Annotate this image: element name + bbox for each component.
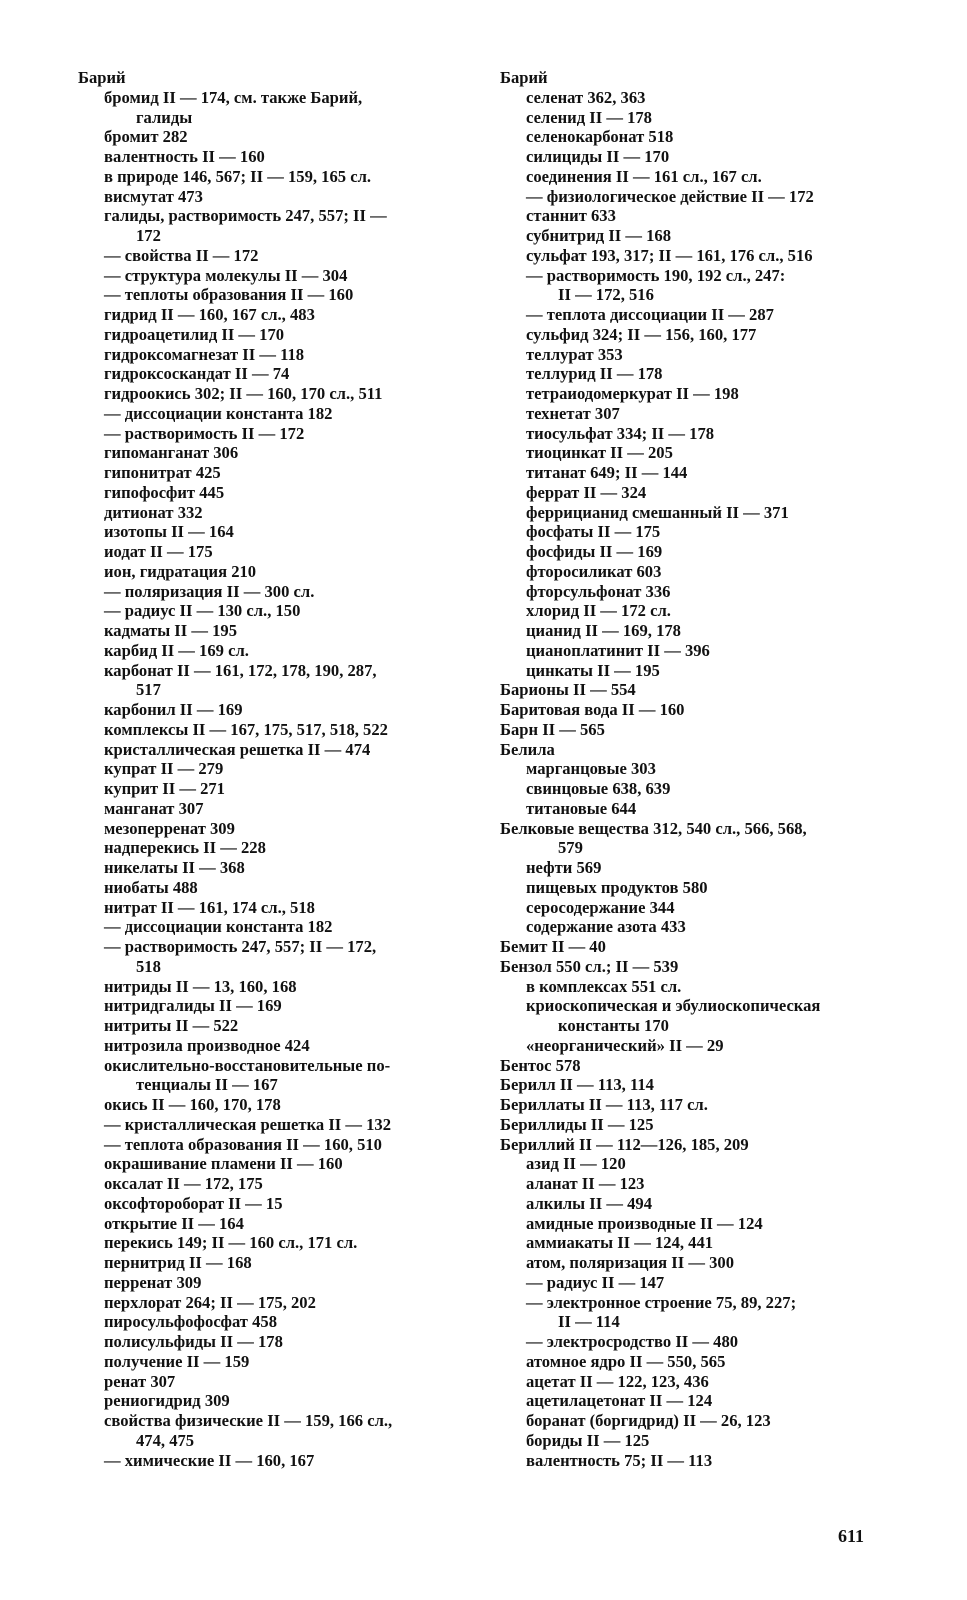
- index-entry: тиосульфат 334; II — 178: [526, 423, 715, 443]
- index-entry: надперекись II — 228: [104, 838, 266, 858]
- index-entry: — структура молекулы II — 304: [104, 265, 348, 285]
- index-entry: атомное ядро II — 550, 565: [526, 1351, 726, 1371]
- index-entry: криоскопическая и эбулиоскопическая: [526, 996, 821, 1016]
- index-entry: «неорганический» II — 29: [526, 1035, 724, 1055]
- index-entry: содержание азота 433: [526, 917, 686, 937]
- index-entry: никелаты II — 368: [104, 858, 245, 877]
- index-entry: 517: [136, 680, 161, 700]
- index-entry: марганцовые 303: [526, 759, 656, 779]
- index-entry: Берилл II — 113, 114: [500, 1075, 654, 1095]
- index-entry: перекись 149; II — 160 сл., 171 сл.: [104, 1233, 358, 1253]
- index-entry: амидные производные II — 124: [526, 1213, 763, 1233]
- index-entry: гидрид II — 160, 167 сл., 483: [104, 305, 315, 324]
- index-entry: сульфид 324; II — 156, 160, 177: [526, 324, 757, 344]
- index-entry: Барн II — 565: [500, 719, 605, 739]
- index-entry: нитридгалиды II — 169: [104, 996, 282, 1016]
- index-entry: комплексы II — 167, 175, 517, 518, 522: [104, 719, 388, 739]
- index-entry: Бензол 550 сл.; II — 539: [500, 956, 679, 976]
- index-column-right: [500, 68, 880, 1470]
- index-entry: свойства физические II — 159, 166 сл.,: [104, 1411, 393, 1430]
- index-entry: ацетат II — 122, 123, 436: [526, 1371, 709, 1391]
- index-entry: 474, 475: [136, 1430, 195, 1450]
- index-entry: окрашивание пламени II — 160: [104, 1154, 343, 1174]
- index-entry: феррицианид смешанный II — 371: [526, 502, 789, 522]
- index-entry: II — 114: [558, 1312, 620, 1332]
- index-entry: Бемит II — 40: [500, 937, 606, 956]
- index-entry: серосодержание 344: [526, 897, 675, 917]
- index-entry: — химические II — 160, 167: [104, 1450, 315, 1470]
- index-entry: фторосиликат 603: [526, 561, 662, 581]
- index-entry: — радиус II — 130 сл., 150: [104, 601, 301, 621]
- index-entry: валентность II — 160: [104, 147, 265, 166]
- index-entry: — электросродство II — 480: [526, 1332, 739, 1351]
- index-entry: 579: [558, 838, 583, 858]
- index-entry: — свойства II — 172: [104, 245, 259, 265]
- index-entry: цианид II — 169, 178: [526, 621, 681, 640]
- index-entry: — теплота диссоциации II — 287: [526, 305, 774, 324]
- index-entry: селенокарбонат 518: [526, 127, 674, 147]
- index-entry: пиросульфофосфат 458: [104, 1312, 278, 1332]
- index-entry: Белковые вещества 312, 540 сл., 566, 568,: [500, 818, 807, 838]
- index-entry: перхлорат 264; II — 175, 202: [104, 1292, 316, 1312]
- index-entry: гидроацетилид II — 170: [104, 324, 285, 344]
- index-entry: гидроокись 302; II — 160, 170 сл., 511: [104, 384, 383, 403]
- index-entry: феррат II — 324: [526, 482, 647, 502]
- index-entry: окись II — 160, 170, 178: [104, 1095, 281, 1114]
- index-entry: субнитрид II — 168: [526, 226, 672, 245]
- index-entry: силициды II — 170: [526, 147, 670, 166]
- index-entry: боранат (боргидрид) II — 26, 123: [526, 1411, 771, 1430]
- index-entry: рениогидрид 309: [104, 1391, 230, 1411]
- index-entry: карбонил II — 169: [104, 700, 243, 719]
- index-entry: мезоперренат 309: [104, 818, 235, 838]
- index-entry: Барий: [78, 68, 126, 87]
- index-entry: куприт II — 271: [104, 779, 225, 798]
- index-entry: галиды: [136, 107, 193, 127]
- index-entry: ренат 307: [104, 1371, 176, 1391]
- index-entry: аммиакаты II — 124, 441: [526, 1233, 714, 1253]
- index-entry: бромит 282: [104, 127, 188, 147]
- index-entry: тенциалы II — 167: [136, 1075, 278, 1095]
- index-entry: гипофосфит 445: [104, 482, 225, 502]
- index-entry: сульфат 193, 317; II — 161, 176 сл., 516: [526, 245, 813, 265]
- index-entry: полисульфиды II — 178: [104, 1332, 283, 1351]
- index-entry: купрат II — 279: [104, 759, 224, 779]
- index-entry: галиды, растворимость 247, 557; II —: [104, 206, 387, 226]
- index-entry: нефти 569: [526, 858, 602, 877]
- index-entry: Баритовая вода II — 160: [500, 700, 685, 719]
- index-entry: гипоманганат 306: [104, 443, 239, 463]
- index-entry: — кристаллическая решетка II — 132: [104, 1114, 392, 1134]
- index-entry: атом, поляризация II — 300: [526, 1253, 735, 1272]
- index-entry: тиоцинкат II — 205: [526, 443, 673, 463]
- index-entry: свинцовые 638, 639: [526, 779, 671, 798]
- index-entry: открытие II — 164: [104, 1213, 244, 1233]
- index-entry: — растворимость II — 172: [104, 423, 305, 443]
- index-entry: — электронное строение 75, 89, 227;: [526, 1292, 797, 1312]
- index-entry: дитионат 332: [104, 502, 203, 522]
- index-entry: в природе 146, 567; II — 159, 165 сл.: [104, 166, 372, 186]
- index-entry: Барионы II — 554: [500, 680, 636, 700]
- index-entry: теллурат 353: [526, 344, 623, 364]
- index-entry: — теплота образования II — 160, 510: [104, 1134, 382, 1154]
- index-entry: висмутат 473: [104, 186, 203, 206]
- index-entry: аланат II — 123: [526, 1174, 645, 1193]
- index-entry: станнит 633: [526, 206, 616, 226]
- index-entry: — растворимость 247, 557; II — 172,: [104, 937, 377, 956]
- index-entry: титановые 644: [526, 798, 637, 818]
- index-entry: азид II — 120: [526, 1154, 626, 1174]
- index-column-left: [78, 68, 458, 1470]
- index-entry: алкилы II — 494: [526, 1193, 652, 1213]
- index-entry: цинкаты II — 195: [526, 660, 660, 680]
- index-entry: валентность 75; II — 113: [526, 1450, 713, 1470]
- index-entry: 518: [136, 956, 161, 976]
- index-entry: окислительно-восстановительные по-: [104, 1055, 391, 1075]
- index-entry: хлорид II — 172 сл.: [526, 601, 671, 621]
- index-entry: иодат II — 175: [104, 542, 213, 561]
- index-entry: 172: [136, 226, 161, 245]
- index-entry: Бериллиды II — 125: [500, 1114, 654, 1134]
- index-entry: — диссоциации константа 182: [104, 917, 333, 937]
- index-entry: ацетилацетонат II — 124: [526, 1391, 713, 1411]
- index-entry: теллурид II — 178: [526, 364, 663, 384]
- index-entry: цианоплатинит II — 396: [526, 640, 710, 660]
- index-entry: фторсульфонат 336: [526, 581, 671, 601]
- index-entry: бромид II — 174, см. также Барий,: [104, 87, 363, 107]
- index-entry: перренат 309: [104, 1272, 202, 1292]
- index-entry: в комплексах 551 сл.: [526, 976, 682, 996]
- index-entry: Бентос 578: [500, 1055, 581, 1075]
- index-entry: фосфиды II — 169: [526, 542, 663, 561]
- index-entry: — радиус II — 147: [526, 1272, 665, 1292]
- index-entry: кадматы II — 195: [104, 621, 238, 640]
- page-number: 611: [838, 1526, 865, 1546]
- index-entry: получение II — 159: [104, 1351, 250, 1371]
- index-entry: технетат 307: [526, 403, 620, 423]
- index-entry: оксофтороборат II — 15: [104, 1193, 283, 1213]
- index-entry: — диссоциации константа 182: [104, 403, 333, 423]
- index-entry: ион, гидратация 210: [104, 561, 257, 581]
- index-entry: бориды II — 125: [526, 1430, 650, 1450]
- index-entry: тетраиодомеркурат II — 198: [526, 384, 739, 403]
- index-entry: карбонат II — 161, 172, 178, 190, 287,: [104, 660, 377, 680]
- index-entry: гидроксомагнезат II — 118: [104, 344, 305, 364]
- index-entry: Бериллаты II — 113, 117 сл.: [500, 1095, 708, 1114]
- index-entry: пищевых продуктов 580: [526, 877, 708, 897]
- index-entry: кристаллическая решетка II — 474: [104, 739, 371, 759]
- index-entry: манганат 307: [104, 798, 204, 818]
- index-entry: константы 170: [558, 1016, 669, 1035]
- index-entry: нитрат II — 161, 174 сл., 518: [104, 897, 315, 917]
- index-entry: гидроксоскандат II — 74: [104, 364, 290, 384]
- index-entry: — теплоты образования II — 160: [104, 285, 354, 305]
- index-entry: — физиологическое действие II — 172: [526, 186, 814, 206]
- index-entry: фосфаты II — 175: [526, 522, 661, 542]
- index-entry: селенат 362, 363: [526, 87, 646, 107]
- index-entry: Бериллий II — 112—126, 185, 209: [500, 1134, 749, 1154]
- index-entry: ниобаты 488: [104, 877, 198, 897]
- index-entry: нитриты II — 522: [104, 1016, 239, 1035]
- index-entry: карбид II — 169 сл.: [104, 640, 249, 660]
- index-entry: селенид II — 178: [526, 107, 652, 127]
- index-entry: гипонитрат 425: [104, 463, 221, 482]
- index-entry: нитриды II — 13, 160, 168: [104, 976, 297, 996]
- index-entry: Барий: [500, 68, 548, 87]
- index-entry: изотопы II — 164: [104, 522, 234, 542]
- index-entry: — растворимость 190, 192 сл., 247:: [526, 265, 786, 285]
- index-entry: титанат 649; II — 144: [526, 463, 688, 482]
- index-entry: оксалат II — 172, 175: [104, 1174, 263, 1193]
- index-entry: — поляризация II — 300 сл.: [104, 581, 315, 601]
- index-entry: нитрозила производное 424: [104, 1035, 310, 1055]
- index-entry: II — 172, 516: [558, 285, 654, 305]
- index-entry: соединения II — 161 сл., 167 сл.: [526, 166, 762, 186]
- index-entry: пернитрид II — 168: [104, 1253, 252, 1272]
- index-entry: Белила: [500, 739, 555, 759]
